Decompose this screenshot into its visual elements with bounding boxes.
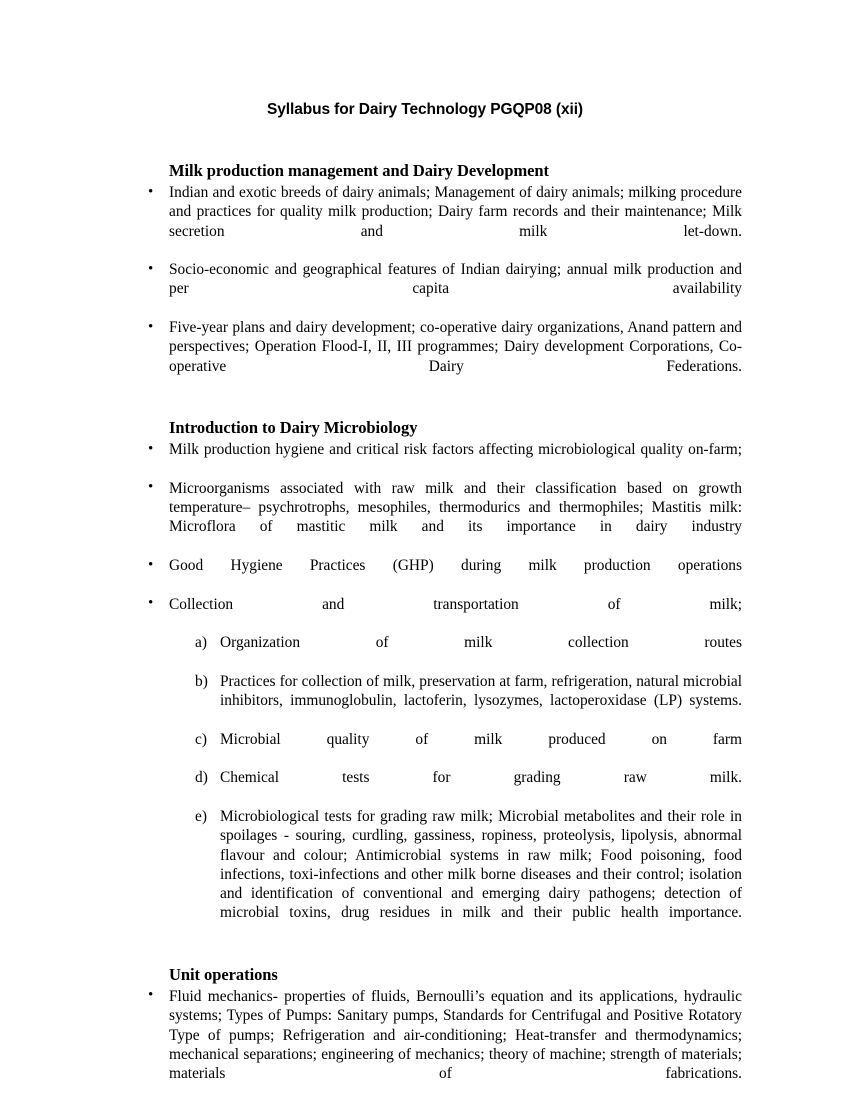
list-item-text: Collection and transportation of milk; [169,595,742,613]
list-item [148,440,742,479]
section-heading: Milk production management and Dairy Development [169,161,550,180]
list-item-text: Five-year plans and dairy development; co-operative dairy organizations, Anand pattern and perspectives; Operation Flood-I, II, III programmes; Dairy development Corporations, Co-operative Dairy Federations. [169,319,742,375]
section-heading: Introduction to Dairy Microbiology [169,418,418,438]
bullet-icon: • [148,479,154,496]
section-heading: Unit operations [169,964,278,984]
list-item [148,987,742,1103]
bullet-icon: • [148,595,154,612]
section-dairy-microbiology [148,417,742,942]
bullet-list [148,183,742,395]
sub-list-marker: c) [195,730,207,748]
sub-list-item [195,633,742,672]
section-milk-production [148,160,742,395]
bullet-icon: • [148,260,154,277]
list-item-text: Fluid mechanics- properties of fluids, Bernoulli’s equation and its applications, hydraulic systems; Types of Pumps: Sanitary pumps, Standards for Centrifugal and Positive Rotatory Type of pumps; Refrigeration and air-conditioning; Heat-transfer and thermodynamics; mechanical separations; engineering of mechanics; theory of machine; strength of materials; materials of fabrications. [169,987,742,1083]
list-item-text: Indian and exotic breeds of dairy animals; Management of dairy animals; milking procedure and practices for quality milk production; Dairy farm records and their maintenance; Milk secretion and milk let-down. [169,184,742,240]
list-item-text: Microorganisms associated with raw milk and their classification based on growth temperature– psychrotrophs, mesophiles, thermodurics and thermophiles; Mastitis milk: Microflora of mastitic milk and its importance in dairy industry [169,479,742,536]
list-item-text: Socio-economic and geographical features of Indian dairying; annual milk production and per capita availability [169,261,742,298]
sub-list-item [195,730,742,769]
sub-list-item [195,807,742,942]
sub-list-item-text: Organization of milk collection routes [220,634,742,652]
section-unit-operations [148,964,742,1103]
sub-list-marker: a) [195,634,207,652]
list-item [148,479,742,556]
sub-list-item-text: Microbiological tests for grading raw milk; Microbial metabolites and their role in spoilages - souring, curdling, gassiness, ropiness, proteolysis, lipolysis, abnormal flavour and colour; Antimicrobial systems in raw milk; Food poisoning, food infections, toxi-infections and other milk borne diseases and their control; isolation and identification of conventional and emerging dairy pathogens; detection of microbial toxins, drug residues in milk and their public health importance. [220,807,742,922]
bullet-list [148,440,742,633]
bullet-icon: • [148,987,154,1004]
list-item [148,595,742,634]
list-item [148,183,742,260]
page-title: Syllabus for Dairy Technology PGQP08 (xii) [267,101,583,118]
list-item [148,318,742,395]
document-body [148,160,742,1103]
sub-list-item-text: Microbial quality of milk produced on farm [220,730,742,748]
sub-list-item-text: Chemical tests for grading raw milk. [220,769,742,787]
list-item-text: Milk production hygiene and critical risk factors affecting microbiological quality on-farm; [169,441,742,459]
sub-list-marker: b) [195,672,208,690]
bullet-icon: • [148,440,154,457]
list-item-text: Good Hygiene Practices (GHP) during milk production operations [169,557,742,575]
sub-list-item [195,672,742,730]
bullet-icon: • [148,556,154,573]
list-item [148,260,742,318]
sub-list-marker: d) [195,769,208,787]
sub-list-item-text: Practices for collection of milk, preservation at farm, refrigeration, natural microbial inhibitors, immunoglobulin, lactoferin, lysozymes, lactoperoxidase (LP) systems. [220,672,742,710]
bullet-icon: • [148,318,154,335]
bullet-list [148,987,742,1103]
bullet-icon: • [148,183,154,200]
sub-list-item [195,768,742,807]
sub-list [148,633,742,942]
sub-list-marker: e) [195,807,207,825]
list-item [148,556,742,595]
